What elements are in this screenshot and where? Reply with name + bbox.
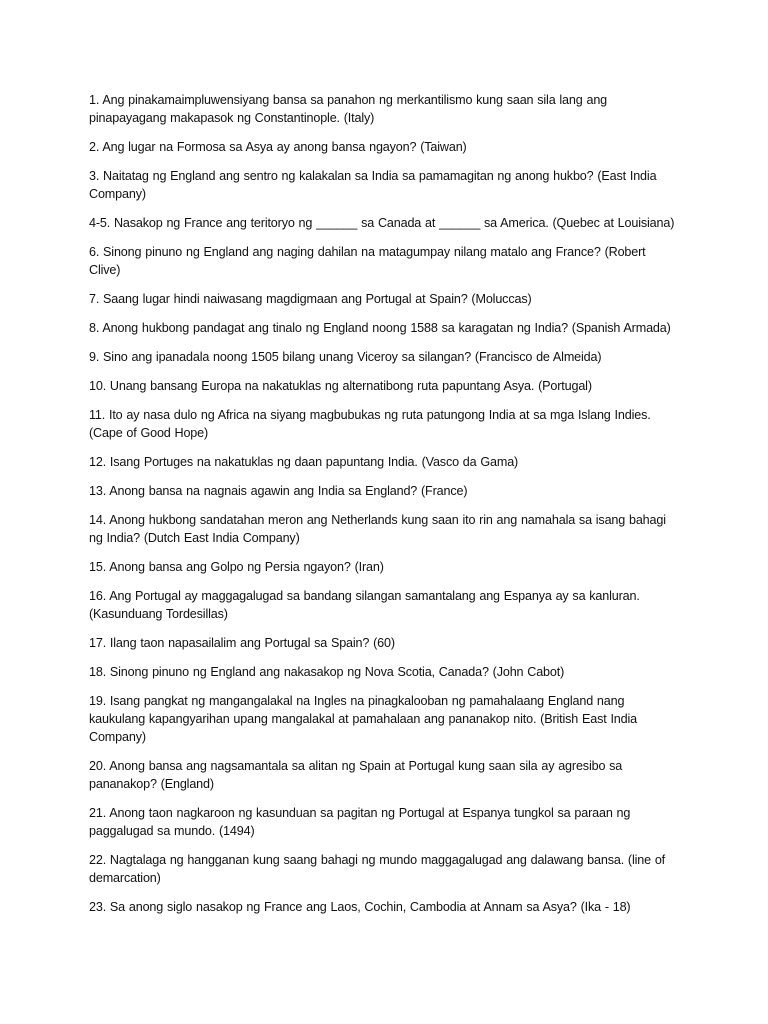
question-item: 8. Anong hukbong pandagat ang tinalo ng England noong 1588 sa karagatan ng India? (Spanish Armada) bbox=[89, 321, 671, 335]
question-item: 9. Sino ang ipanadala noong 1505 bilang unang Viceroy sa silangan? (Francisco de Almeida) bbox=[89, 350, 602, 364]
question-item: 17. Ilang taon napasailalim ang Portugal sa Spain? (60) bbox=[89, 636, 395, 650]
question-item: 18. Sinong pinuno ng England ang nakasakop ng Nova Scotia, Canada? (John Cabot) bbox=[89, 665, 565, 679]
question-item: 22. Nagtalaga ng hangganan kung saang bahagi ng mundo maggagalugad ang dalawang bansa. (line of demarcation) bbox=[89, 853, 666, 885]
question-item: 19. Isang pangkat ng mangangalakal na Ingles na pinagkalooban ng pamahalaang England nang kaukulang kapangyarihan upang mangalakal at pamahalaan ang pananakop nito. (British East India Company) bbox=[89, 694, 638, 744]
question-item: 12. Isang Portuges na nakatuklas ng daan papuntang India. (Vasco da Gama) bbox=[89, 455, 519, 469]
question-item: 7. Saang lugar hindi naiwasang magdigmaan ang Portugal at Spain? (Moluccas) bbox=[89, 292, 532, 306]
question-item: 11. Ito ay nasa dulo ng Africa na siyang magbubukas ng ruta patungong India at sa mga Islang Indies. (Cape of Good Hope) bbox=[89, 408, 651, 440]
question-item: 21. Anong taon nagkaroon ng kasunduan sa pagitan ng Portugal at Espanya tungkol sa paraan ng paggalugad sa mundo. (1494) bbox=[89, 806, 631, 838]
question-item: 14. Anong hukbong sandatahan meron ang Netherlands kung saan ito rin ang namahala sa isang bahagi ng India? (Dutch East India Company) bbox=[89, 513, 666, 545]
question-item: 3. Naitatag ng England ang sentro ng kalakalan sa India sa pamamagitan ng anong hukbo? (East India Company) bbox=[89, 169, 657, 201]
question-item: 13. Anong bansa na nagnais agawin ang India sa England? (France) bbox=[89, 484, 468, 498]
question-item: 1. Ang pinakamaimpluwensiyang bansa sa panahon ng merkantilismo kung saan sila lang ang pinapayagang makapasok ng Constantinople. (Italy) bbox=[89, 93, 608, 125]
question-item: 20. Anong bansa ang nagsamantala sa alitan ng Spain at Portugal kung saan sila ay agresibo sa pananakop? (England) bbox=[89, 759, 623, 791]
question-item: 6. Sinong pinuno ng England ang naging dahilan na matagumpay nilang matalo ang France? (Robert Clive) bbox=[89, 245, 646, 277]
question-item: 2. Ang lugar na Formosa sa Asya ay anong bansa ngayon? (Taiwan) bbox=[89, 140, 467, 154]
question-item: 16. Ang Portugal ay maggagalugad sa bandang silangan samantalang ang Espanya ay sa kanluran. (Kasunduang Tordesillas) bbox=[89, 589, 640, 621]
question-item: 10. Unang bansang Europa na nakatuklas ng alternatibong ruta papuntang Asya. (Portugal) bbox=[89, 379, 592, 393]
question-list bbox=[89, 91, 679, 927]
question-item: 15. Anong bansa ang Golpo ng Persia ngayon? (Iran) bbox=[89, 560, 384, 574]
question-item: 23. Sa anong siglo nasakop ng France ang Laos, Cochin, Cambodia at Annam sa Asya? (Ika - 18) bbox=[89, 900, 631, 914]
question-item: 4-5. Nasakop ng France ang teritoryo ng ______ sa Canada at ______ sa America. (Quebec at Louisiana) bbox=[89, 216, 675, 230]
